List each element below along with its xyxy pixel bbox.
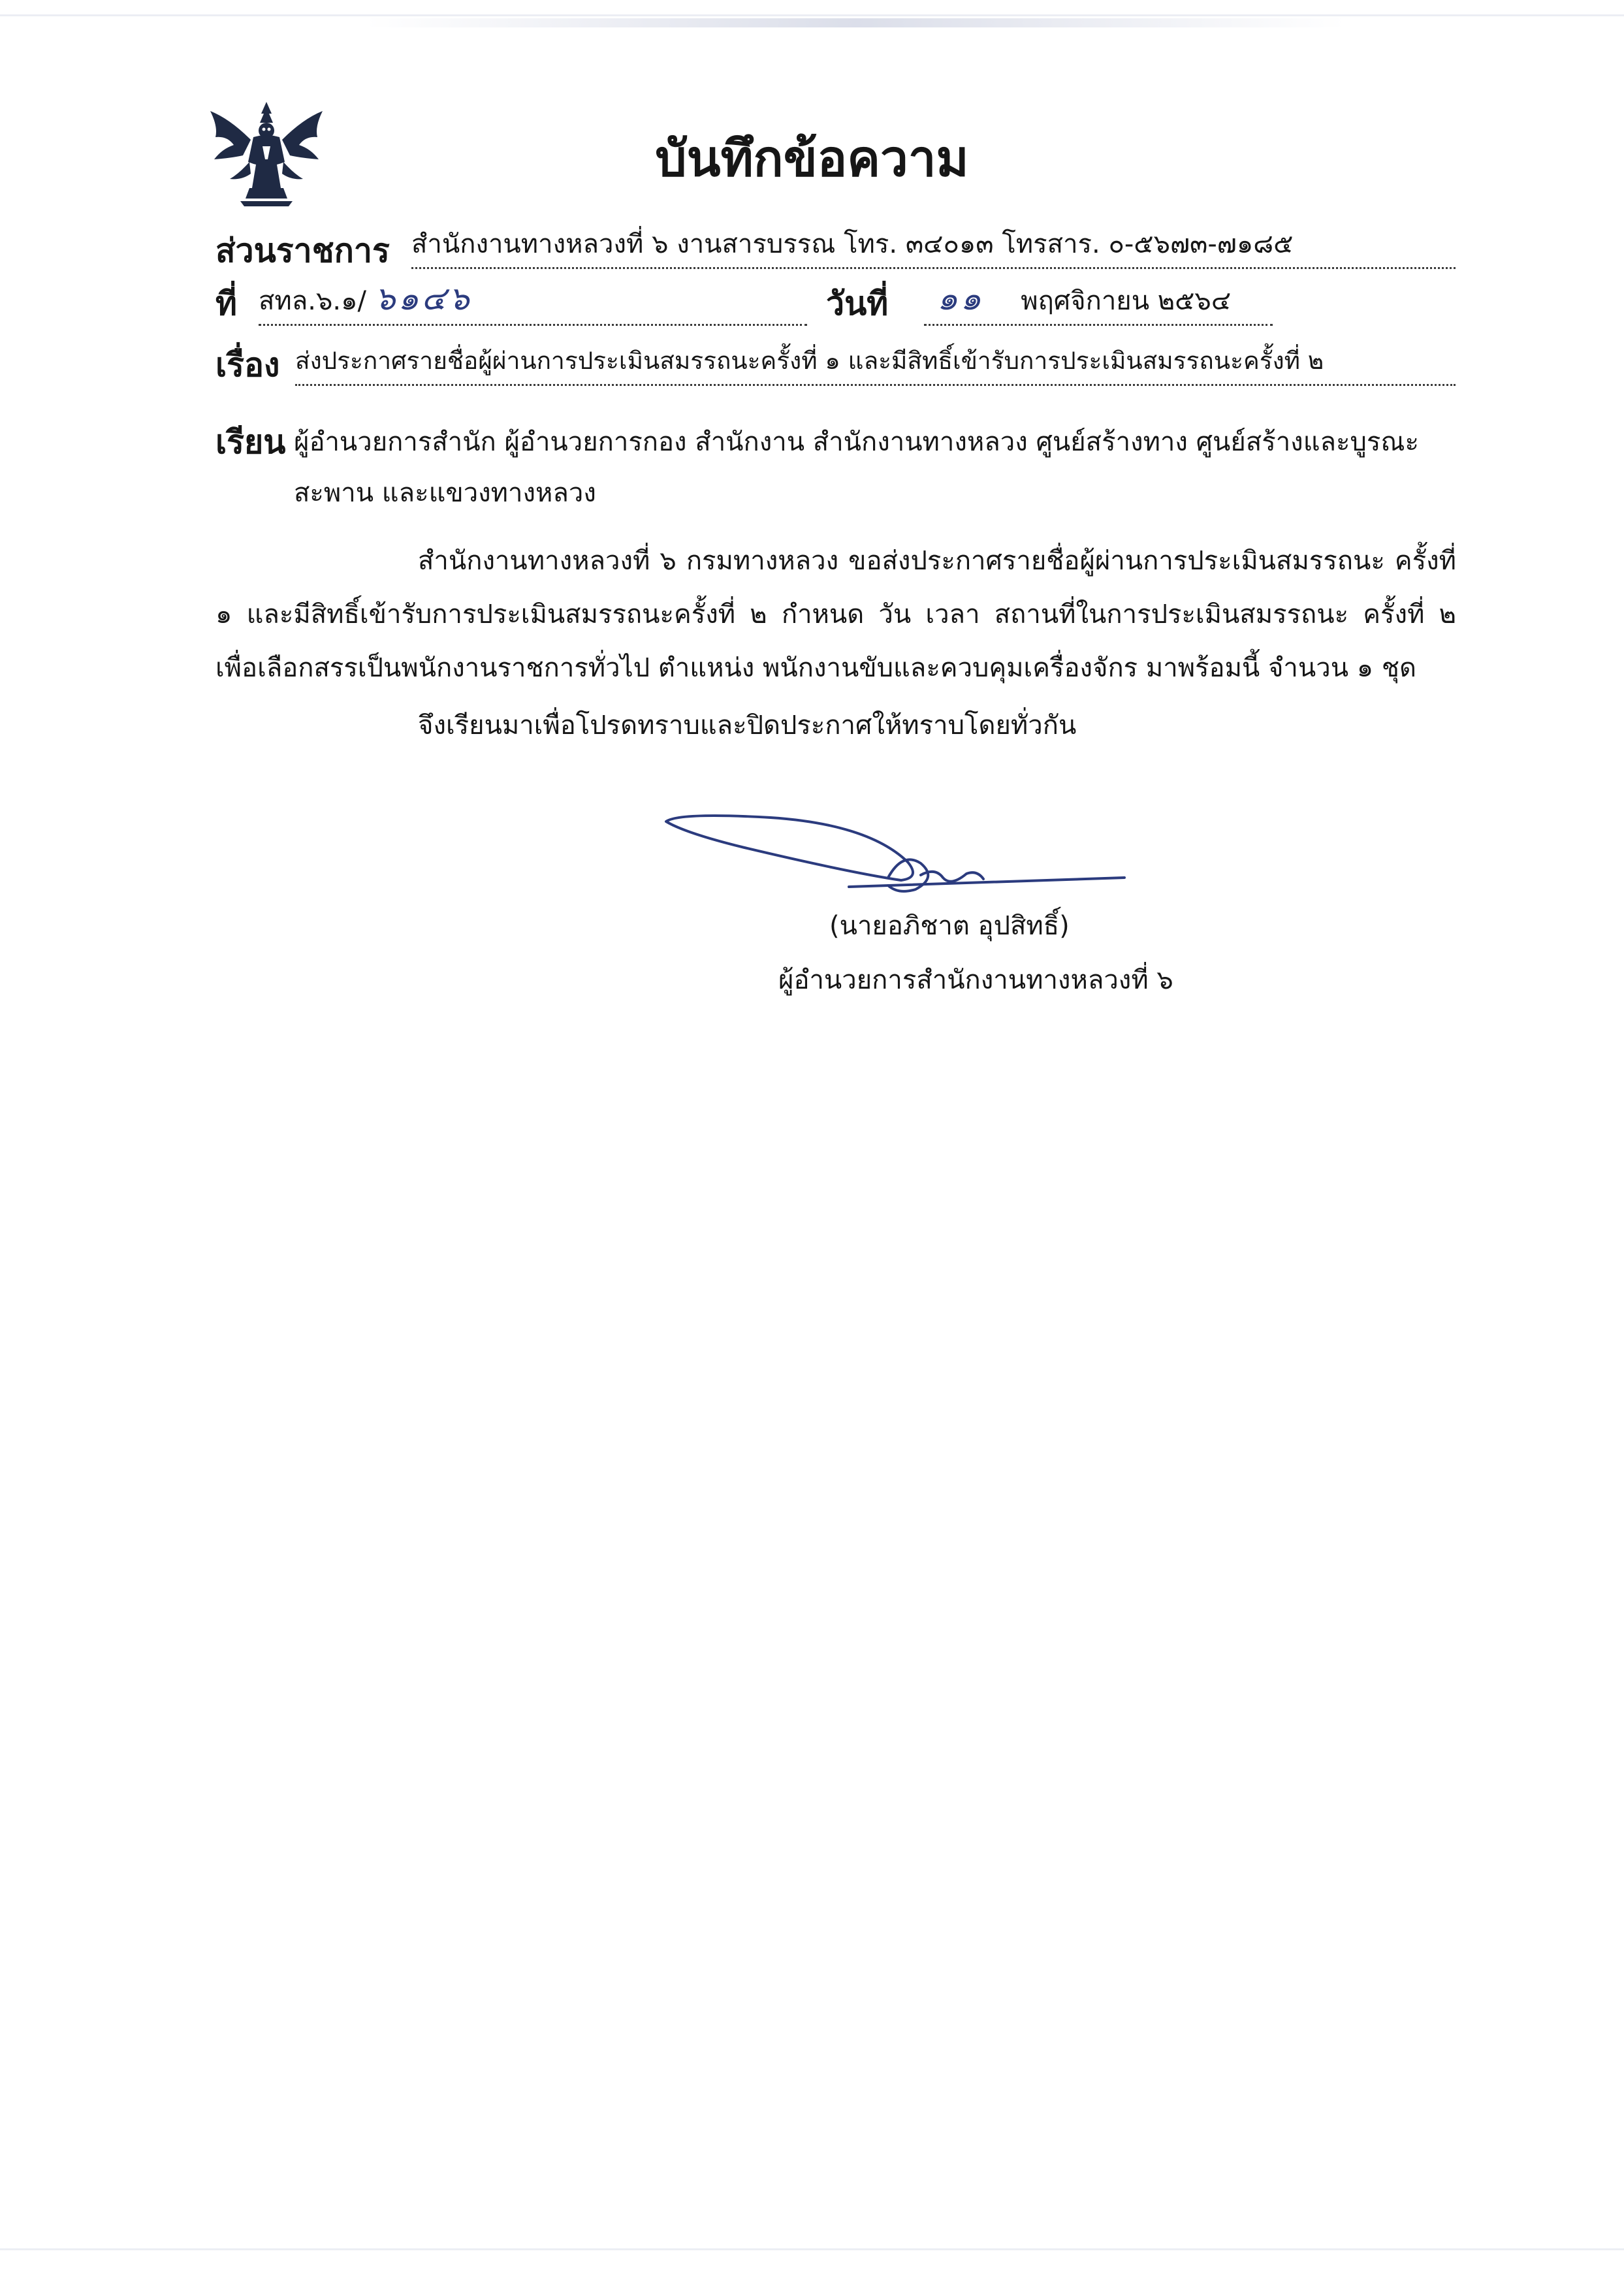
date-month-year: พฤศจิกายน ๒๕๖๔: [1021, 286, 1232, 316]
handwritten-signature: [653, 810, 1149, 914]
addressee-value: ผู้อำนวยการสำนัก ผู้อำนวยการกอง สำนักงาน สำนักงานทางหลวง ศูนย์สร้างทาง ศูนย์สร้างและบูรณะสะพาน และแขวงทางหลวง: [294, 427, 1419, 508]
scan-edge-top: [0, 14, 1624, 16]
reference-prefix: สทล.๖.๑/: [259, 286, 366, 316]
closing-text: จึงเรียนมาเพื่อโปรดทราบและปิดประกาศให้ทราบโดยทั่วกัน: [418, 710, 1077, 741]
date-label: วันที่: [826, 285, 889, 323]
subject-label: เรื่อง: [215, 346, 280, 384]
date-day-handwritten: ๑๑: [937, 279, 984, 317]
scan-edge-bottom: [0, 2248, 1624, 2250]
scan-artifact: [366, 18, 1345, 27]
subject-value: ส่งประกาศรายชื่อผู้ผ่านการประเมินสมรรถนะครั้งที่ ๑ และมีสิทธิ์เข้ารับการประเมินสมรรถนะครั้งที่ ๒: [295, 342, 1456, 386]
date-value: [924, 279, 1273, 326]
signer-position: ผู้อำนวยการสำนักงานทางหลวงที่ ๖: [778, 965, 1173, 995]
memo-title: บันทึกข้อความ: [655, 129, 969, 187]
addressee-label: เรียน: [215, 423, 286, 461]
body-paragraph: [215, 534, 1456, 695]
body-text: สำนักงานทางหลวงที่ ๖ กรมทางหลวง ขอส่งประกาศรายชื่อผู้ผ่านการประเมินสมรรถนะ ครั้งที่ ๑ และมีสิทธิ์เข้ารับการประเมินสมรรถนะครั้งที่ ๒ กำหนด วัน เวลา สถานที่ในการประเมินสมรรถนะ ครั้งที่ ๒ เพื่อเลือกสรรเป็นพนักงานราชการทั่วไป ตำแหน่ง พนักงานขับและควบคุมเครื่องจักร มาพร้อมนี้ จำนวน ๑ ชุด: [215, 546, 1456, 683]
department-label: ส่วนราชการ: [215, 232, 390, 270]
closing-paragraph: [215, 699, 1456, 752]
reference-number-handwritten: ๖๑๔๖: [374, 279, 472, 317]
reference-value: [259, 279, 807, 326]
reference-date-line: [215, 274, 1456, 327]
addressee-block: [215, 417, 1456, 518]
reference-label: ที่: [215, 285, 237, 323]
subject-line: [215, 340, 1456, 392]
department-value: สำนักงานทางหลวงที่ ๖ งานสารบรรณ โทร. ๓๔๐๑๓ โทรสาร. ๐-๕๖๗๓-๗๑๘๕: [411, 225, 1456, 269]
department-line: [215, 225, 1456, 271]
signer-name: (นายอภิชาต อุปสิทธิ์): [829, 911, 1070, 941]
